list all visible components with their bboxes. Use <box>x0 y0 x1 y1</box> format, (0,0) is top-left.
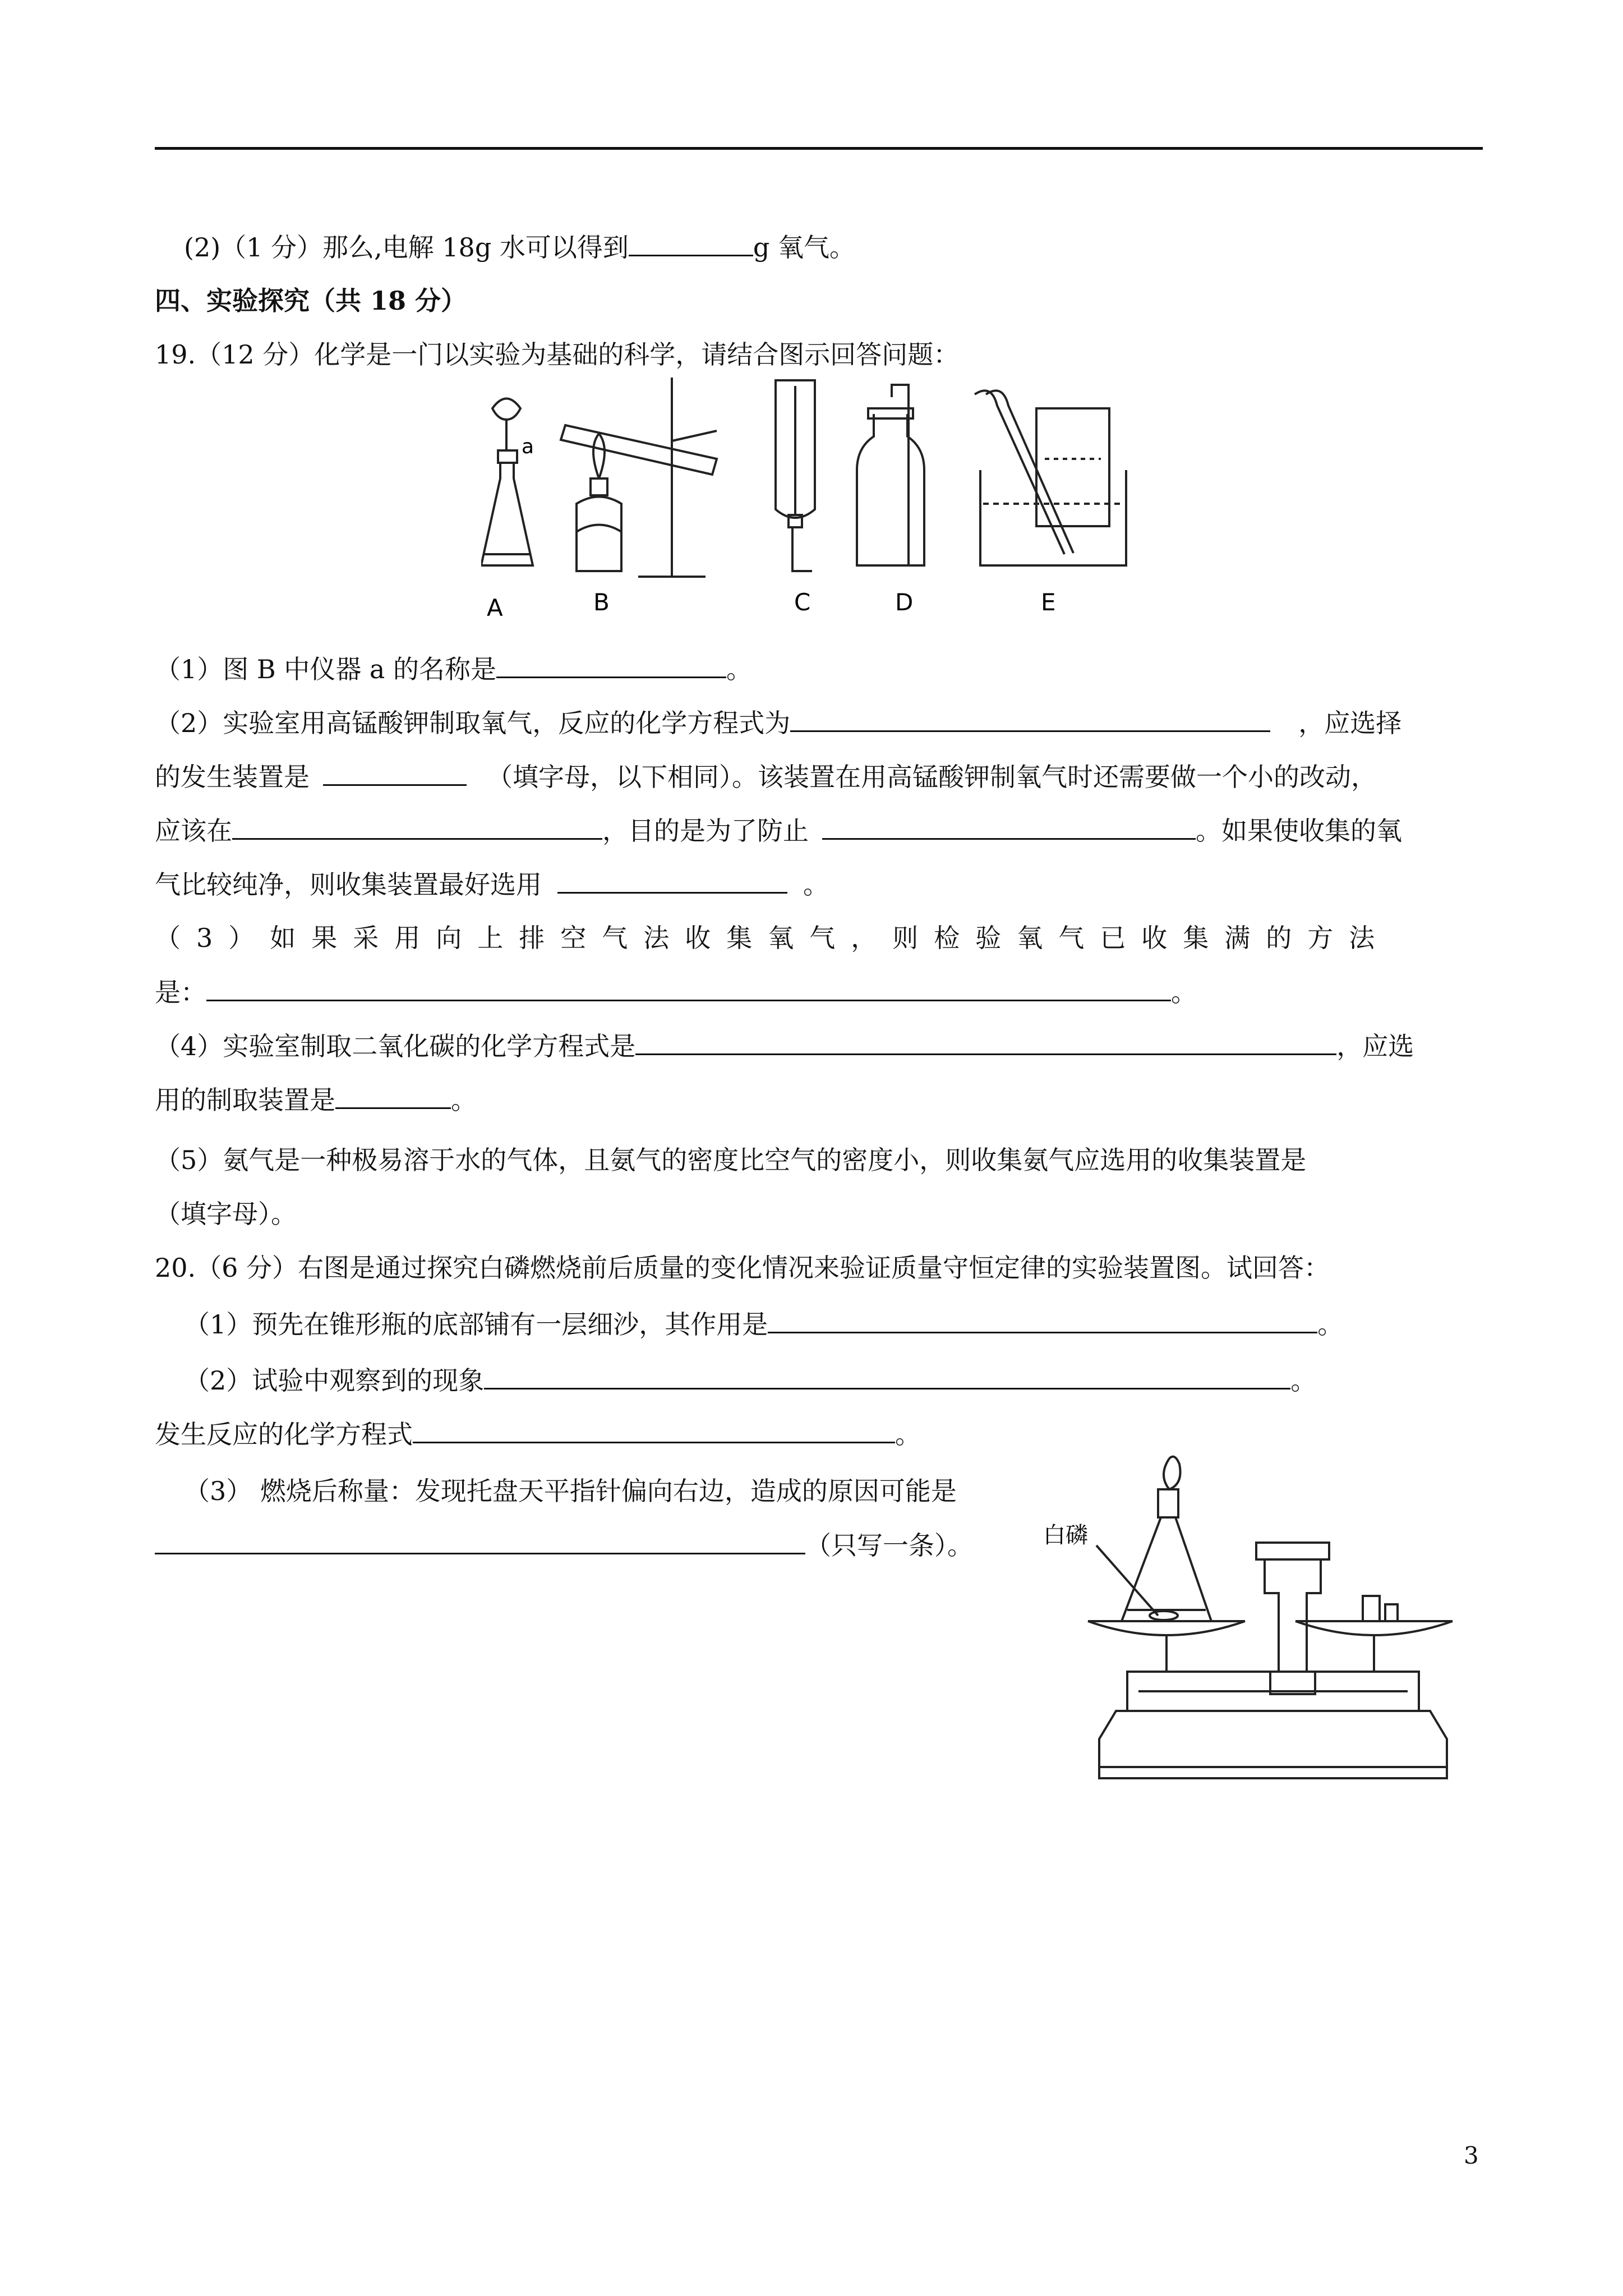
q19-part2-line1: （2）实验室用高锰酸钾制取氧气，反应的化学方程式为 ，应选择 <box>155 706 1401 740</box>
q18-part2: (2)（1 分）那么,电解 18g 水可以得到 g 氧气。 <box>184 230 855 264</box>
white-phosphorus-label: 白磷 <box>1043 1522 1088 1548</box>
q20-part3-line1: （3） 燃烧后称量：发现托盘天平指针偏向右边，造成的原因可能是 <box>184 1476 957 1506</box>
answer-blank[interactable] <box>232 813 602 840</box>
q19-part5-line2: （填字母）。 <box>155 1199 297 1229</box>
q19-part2-line2: 的发生装置是 （填字母，以下相同）。该装置在用高锰酸钾制氧气时还需要做一个小的改动， <box>155 760 1377 794</box>
answer-blank[interactable] <box>629 230 753 256</box>
answer-blank[interactable] <box>496 652 726 678</box>
apparatus-b <box>561 378 717 577</box>
answer-blank[interactable] <box>335 1083 451 1109</box>
answer-blank[interactable] <box>413 1417 895 1443</box>
q19-stem: 19.（12 分）化学是一门以实验为基础的科学，请结合图示回答问题： <box>155 339 960 370</box>
balance-drawing <box>1043 1447 1469 1801</box>
q19-part5-line1: （5）氨气是一种极易溶于水的气体，且氨气的密度比空气的密度小，则收集氨气应选用的收集装置是 <box>155 1145 1307 1175</box>
apparatus-drawing <box>481 375 1137 627</box>
figure-label-C: C <box>794 588 811 616</box>
apparatus-c <box>776 380 815 571</box>
answer-blank[interactable] <box>484 1363 1290 1389</box>
q19-part4-line1: （4）实验室制取二氧化碳的化学方程式是 ，应选 <box>155 1029 1414 1063</box>
q20-part1: （1）预先在锥形瓶的底部铺有一层细沙，其作用是 。 <box>184 1307 1343 1341</box>
page-number: 3 <box>1464 2142 1479 2169</box>
figure-label-D: D <box>895 588 914 616</box>
q20-stem: 20.（6 分）右图是通过探究白磷燃烧前后质量的变化情况来验证质量守恒定律的实验装置图。试回答： <box>155 1253 1330 1283</box>
q20-equation: 发生反应的化学方程式 。 <box>155 1417 921 1451</box>
label-a-small: a <box>522 435 534 458</box>
balance-figure <box>1043 1447 1469 1801</box>
figure-label-E: E <box>1041 588 1056 616</box>
figure-label-A: A <box>487 594 503 622</box>
answer-blank[interactable] <box>822 813 1196 840</box>
q19-part3-line2: 是： 。 <box>155 975 1197 1009</box>
apparatus-a <box>481 399 533 566</box>
q19-part1: （1）图 B 中仪器 a 的名称是 。 <box>155 652 752 686</box>
answer-blank[interactable] <box>323 760 467 786</box>
answer-blank[interactable] <box>790 706 1270 732</box>
answer-blank[interactable] <box>155 1528 805 1554</box>
header-rule <box>155 147 1483 150</box>
q19-part3-line1: （3）如果采用向上排空气法收集氧气，则检验氧气已收集满的方法 <box>155 923 1391 953</box>
section-title: 四、实验探究（共 18 分） <box>155 286 467 316</box>
figure-label-B: B <box>593 588 610 616</box>
answer-blank[interactable] <box>206 975 1171 1001</box>
answer-blank[interactable] <box>768 1307 1317 1333</box>
q19-part4-line2: 用的制取装置是 。 <box>155 1083 477 1117</box>
q19-part2-line3: 应该在 ，目的是为了防止 。如果使收集的氧 <box>155 813 1402 848</box>
q19-part2-line4: 气比较纯净，则收集装置最好选用 。 <box>155 867 829 901</box>
answer-blank[interactable] <box>635 1029 1336 1055</box>
apparatus-d <box>857 385 924 565</box>
apparatus-e <box>975 390 1126 565</box>
answer-blank[interactable] <box>557 867 787 894</box>
q20-part3-line2: （只写一条）。 <box>155 1528 973 1562</box>
apparatus-figure <box>481 375 1137 627</box>
q20-part2: （2）试验中观察到的现象 。 <box>184 1363 1316 1397</box>
